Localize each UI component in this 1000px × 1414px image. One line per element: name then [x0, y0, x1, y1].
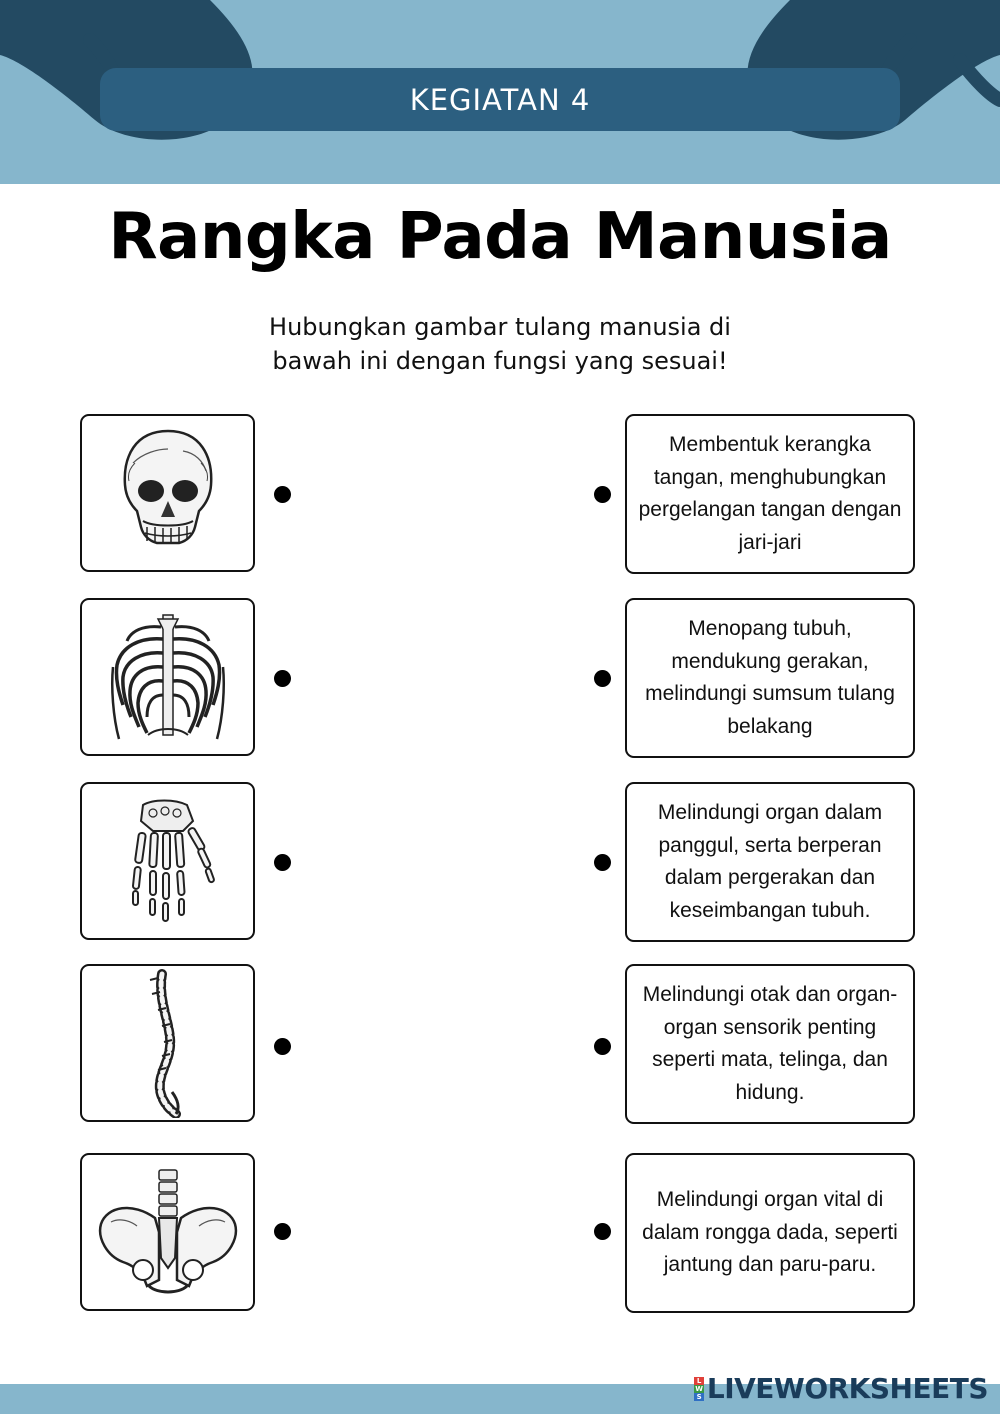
logo-text: LIVEWORKSHEETS [706, 1372, 988, 1405]
pelvis-icon [93, 1162, 243, 1302]
skull-icon [113, 423, 223, 563]
match-dot-left-3[interactable] [274, 854, 291, 871]
hand-bones-icon [113, 791, 223, 931]
page-title: Rangka Pada Manusia [108, 200, 892, 274]
match-dot-right-4[interactable] [594, 1038, 611, 1055]
description-card-1[interactable]: Membentuk kerangka tangan, menghubungkan pergelangan tangan dengan jari-jari [625, 414, 915, 574]
match-dot-right-1[interactable] [594, 486, 611, 503]
activity-label: KEGIATAN 4 [409, 82, 591, 117]
bone-card-skull[interactable] [80, 414, 255, 572]
match-dot-left-1[interactable] [274, 486, 291, 503]
instructions [200, 310, 800, 378]
description-card-2[interactable]: Menopang tubuh, mendukung gerakan, melindungi sumsum tulang belakang [625, 598, 915, 758]
spine-icon [128, 968, 208, 1118]
match-dot-right-3[interactable] [594, 854, 611, 871]
instructions-line-2: bawah ini dengan fungsi yang sesuai! [272, 347, 728, 375]
activity-header [100, 68, 900, 131]
match-dot-left-4[interactable] [274, 1038, 291, 1055]
description-card-5[interactable]: Melindungi organ vital di dalam rongga dada, seperti jantung dan paru-paru. [625, 1153, 915, 1313]
liveworksheets-logo [694, 1372, 988, 1405]
logo-badge-icon [694, 1377, 704, 1401]
description-card-3[interactable]: Melindungi organ dalam panggul, serta berperan dalam pergerakan dan keseimbangan tubuh. [625, 782, 915, 942]
badge-letter-3: S [694, 1393, 704, 1401]
badge-letter-2: W [695, 1384, 703, 1393]
header-band [0, 0, 1000, 184]
ribcage-icon [103, 607, 233, 747]
bone-card-spine[interactable] [80, 964, 255, 1122]
match-dot-left-2[interactable] [274, 670, 291, 687]
description-card-4[interactable]: Melindungi otak dan organ-organ sensorik penting seperti mata, telinga, dan hidung. [625, 964, 915, 1124]
bone-card-hand[interactable] [80, 782, 255, 940]
match-dot-right-2[interactable] [594, 670, 611, 687]
match-dot-right-5[interactable] [594, 1223, 611, 1240]
match-dot-left-5[interactable] [274, 1223, 291, 1240]
instructions-line-1: Hubungkan gambar tulang manusia di [269, 313, 731, 341]
bone-card-ribcage[interactable] [80, 598, 255, 756]
bone-card-pelvis[interactable] [80, 1153, 255, 1311]
badge-letter-1: L [694, 1377, 704, 1385]
